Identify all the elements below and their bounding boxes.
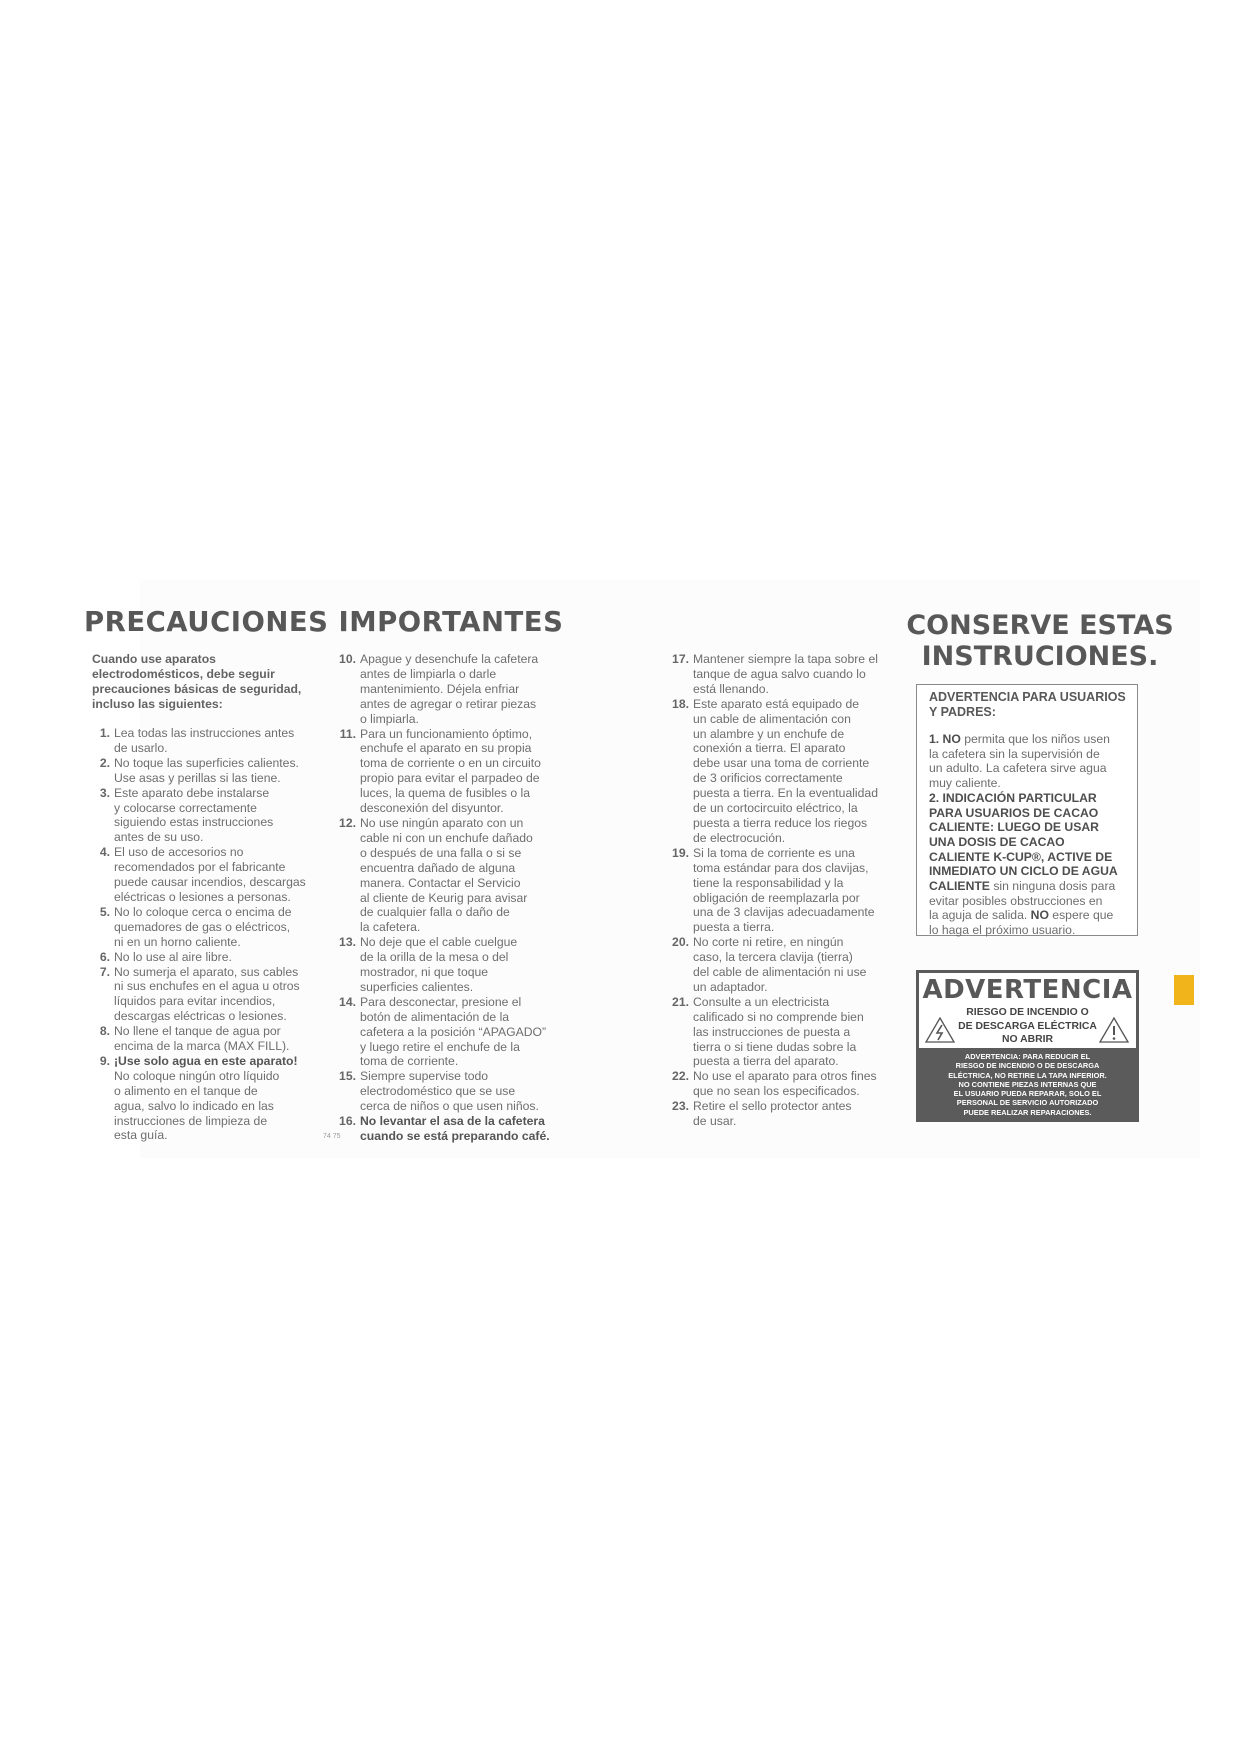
item-line: puesta a tierra. En la eventualidad — [693, 786, 878, 801]
item-line: tanque de agua salvo cuando lo — [693, 666, 866, 681]
item-line: tierra o si tiene dudas sobre la — [693, 1039, 857, 1054]
item-line: caso, la tercera clavija (tierra) — [693, 950, 853, 965]
precaution-item — [338, 1069, 588, 1114]
item-line: toma de corriente. — [360, 1054, 459, 1069]
item-line: de un cortocircuito eléctrico, la — [693, 801, 858, 816]
item-line: un adaptador. — [693, 979, 768, 994]
warning-line: la cafetera sin la supervisión de — [929, 746, 1100, 761]
precautions-column-2 — [338, 652, 588, 1144]
warning-line: CALIENTE: LUEGO DE USAR — [929, 820, 1099, 835]
item-line: puesta a tierra reduce los riegos — [693, 815, 868, 830]
precaution-item — [671, 697, 911, 846]
item-line: No lo coloque cerca o encima de — [114, 904, 292, 919]
precaution-item — [92, 905, 332, 950]
shock-text-line: RIESGO DE INCENDIO O DE DESCARGA — [955, 1061, 1100, 1071]
intro-line: electrodomésticos, debe seguir — [92, 666, 275, 681]
precaution-item — [671, 1099, 911, 1129]
item-line: encima de la marca (MAX FILL). — [114, 1039, 290, 1054]
precaution-item — [338, 1114, 588, 1144]
item-line: Use asas y perillas si las tiene. — [114, 770, 281, 785]
warning-box-header — [929, 690, 1137, 720]
save-title-line: INSTRUCIONES. — [921, 641, 1159, 672]
warning-line: 2. INDICACIÓN PARTICULAR — [929, 790, 1097, 805]
warning-emphasis: 1. NO — [929, 732, 961, 746]
item-line: al cliente de Keurig para avisar — [360, 890, 528, 905]
warning-line — [929, 879, 1137, 894]
shock-text-line: ADVERTENCIA: PARA REDUCIR EL — [964, 1052, 1091, 1061]
item-number: 12. — [339, 815, 356, 830]
item-number: 16. — [339, 1114, 356, 1129]
page-numbers: 74 75 — [323, 1133, 341, 1140]
shock-text-line: NO CONTIENE PIEZAS INTERNAS QUE — [958, 1079, 1097, 1089]
warning-line: evitar posibles obstrucciones en — [929, 893, 1103, 908]
item-line: cafetera a la posición “APAGADO” — [360, 1024, 547, 1039]
warning-line: CALIENTE K-CUP®, ACTIVE DE — [929, 849, 1113, 864]
item-line: o limpiarla. — [360, 711, 419, 726]
item-line: conexión a tierra. El aparato — [693, 741, 846, 756]
shock-warning-title: ADVERTENCIA — [922, 975, 1133, 1005]
precaution-item — [671, 995, 911, 1070]
page-title: PRECAUCIONES IMPORTANTES — [84, 606, 564, 638]
item-line: cable ni con un enchufe dañado — [360, 830, 533, 845]
precaution-item — [92, 845, 332, 905]
shock-text-line: PUEDE REALIZAR REPARACIONES. — [963, 1107, 1092, 1117]
item-line: de usar. — [693, 1114, 737, 1129]
item-line: debe usar una toma de corriente — [693, 756, 870, 771]
shock-warning-text — [916, 1052, 1139, 1117]
save-title-line: CONSERVE ESTAS — [906, 610, 1174, 641]
shock-text-line: PERSONAL DE SERVICIO AUTORIZADO — [956, 1098, 1099, 1108]
item-line: Para desconectar, presione el — [360, 994, 522, 1009]
item-line: está llenando. — [693, 681, 769, 696]
warning-line — [929, 732, 1137, 747]
warning-text: sin ninguna dosis para — [989, 879, 1116, 894]
precaution-item — [92, 786, 332, 846]
warning-text: espere que — [1048, 908, 1114, 923]
item-number: 1. — [99, 726, 110, 740]
item-line: No sumerja el aparato, sus cables — [114, 964, 299, 979]
item-line: El uso de accesorios no — [114, 845, 244, 860]
item-line: de 3 orificios correctamente — [693, 771, 843, 786]
item-line: un cable de alimentación con — [693, 711, 851, 726]
warning-emphasis: CALIENTE — [929, 879, 990, 894]
item-number: 3. — [99, 785, 110, 800]
item-line: esta guía. — [114, 1128, 168, 1143]
item-line: antes de agregar o retirar piezas — [360, 696, 537, 711]
item-line: o alimento en el tanque de — [114, 1083, 258, 1098]
precaution-item — [92, 726, 332, 756]
shock-sub-line: RIESGO DE INCENDIO O — [966, 1007, 1089, 1018]
item-line: puesta a tierra del aparato. — [693, 1054, 839, 1069]
precaution-item — [338, 995, 588, 1070]
shock-sub-line: DE DESCARGA ELÉCTRICA — [958, 1020, 1097, 1032]
item-line: Retire el sello protector antes — [693, 1099, 852, 1114]
item-line: ni en un horno caliente. — [114, 934, 241, 949]
precaution-item — [671, 652, 911, 697]
warning-box-body — [929, 732, 1137, 938]
item-line: una de 3 clavijas adecuadamente — [693, 905, 875, 920]
item-line: Este aparato está equipado de — [693, 696, 860, 711]
item-line: superficies calientes. — [360, 979, 474, 994]
save-instructions-title — [900, 610, 1180, 672]
precaution-item — [92, 950, 332, 965]
item-number: 9. — [99, 1053, 110, 1068]
intro-line: Cuando use aparatos — [92, 652, 216, 666]
precaution-item — [338, 816, 588, 935]
item-number: 5. — [99, 904, 110, 919]
warning-line: UNA DOSIS DE CACAO — [929, 834, 1065, 849]
warning-line: INMEDIATO UN CICLO DE AGUA — [929, 864, 1118, 879]
warning-emphasis: NO — [1030, 908, 1049, 923]
item-line: antes de limpiarla o darle — [360, 666, 497, 681]
item-line: siguiendo estas instrucciones — [114, 815, 274, 830]
item-line: instrucciones de limpieza de — [114, 1113, 268, 1128]
item-line: líquidos para evitar incendios, — [114, 994, 276, 1009]
shock-text-line: EL USUARIO PUEDA REPARAR, SOLO EL — [953, 1089, 1102, 1099]
item-number: 2. — [99, 755, 110, 770]
electric-shock-warning-panel — [916, 970, 1139, 1122]
item-line: descargas eléctricas o lesiones. — [114, 1009, 287, 1024]
item-number: 18. — [672, 696, 689, 711]
item-number: 6. — [99, 949, 110, 964]
precautions-column-3 — [671, 652, 911, 1129]
precaution-item — [92, 1069, 332, 1144]
item-number: 7. — [99, 964, 110, 979]
intro-paragraph — [92, 652, 324, 712]
item-line: No use el aparato para otros fines — [693, 1069, 877, 1084]
precaution-item — [338, 935, 588, 995]
item-line: las instrucciones de puesta a — [693, 1024, 851, 1039]
item-line: Siempre supervise todo — [360, 1069, 489, 1084]
intro-line: incluso las siguientes: — [92, 696, 223, 711]
item-line: No levantar el asa de la cafetera — [360, 1114, 545, 1129]
item-line: la cafetera. — [360, 920, 421, 935]
warning-header-line: Y PADRES: — [929, 705, 996, 719]
item-line: No corte ni retire, en ningún — [693, 935, 844, 950]
item-line: eléctricas o lesiones a personas. — [114, 889, 291, 904]
shock-text-line: ELÉCTRICA, NO RETIRE LA TAPA INFERIOR. — [948, 1070, 1107, 1080]
item-line: calificado si no comprende bien — [693, 1009, 864, 1024]
item-line: enchufe el aparato en su propia — [360, 741, 532, 756]
precaution-item — [338, 652, 588, 727]
section-tab-marker — [1174, 975, 1194, 1005]
item-line: y colocarse correctamente — [114, 800, 257, 815]
item-line: manera. Contactar el Servicio — [360, 875, 521, 890]
item-line: botón de alimentación de la — [360, 1009, 510, 1024]
item-line: Mantener siempre la tapa sobre el — [693, 652, 878, 666]
item-line: de cualquier falla o daño de — [360, 905, 510, 920]
item-line: Para un funcionamiento óptimo, — [360, 726, 533, 741]
warning-line: muy caliente. — [929, 776, 1001, 791]
shock-sub-line: NO ABRIR — [1002, 1034, 1053, 1045]
item-line: No llene el tanque de agua por — [114, 1024, 281, 1039]
item-line: desconexión del disyuntor. — [360, 801, 504, 816]
item-line: y luego retire el enchufe de la — [360, 1039, 520, 1054]
precaution-item — [338, 727, 588, 816]
item-line: Este aparato debe instalarse — [114, 785, 270, 800]
item-line: encuentra dañado de alguna — [360, 860, 516, 875]
item-line: Apague y desenchufe la cafetera — [360, 652, 539, 666]
warning-header-line: ADVERTENCIA PARA USUARIOS — [929, 690, 1126, 704]
warning-line: PARA USUARIOS DE CACAO — [929, 805, 1099, 820]
item-line: agua, salvo lo indicado en las — [114, 1098, 274, 1113]
item-line: No lo use al aire libre. — [114, 949, 232, 964]
item-number: 17. — [672, 652, 689, 666]
item-line: mantenimiento. Déjela enfriar — [360, 681, 520, 696]
precaution-item — [92, 1054, 332, 1069]
item-line: cerca de niños o que usen niños. — [360, 1099, 539, 1114]
precaution-item — [92, 1024, 332, 1054]
precaution-item — [671, 1069, 911, 1099]
lightning-warning-icon — [925, 1017, 955, 1043]
item-number: 20. — [672, 935, 689, 950]
intro-line: precauciones básicas de seguridad, — [92, 681, 302, 696]
item-line: puede causar incendios, descargas — [114, 875, 306, 890]
item-line: No use ningún aparato con un — [360, 815, 524, 830]
item-line: toma de corriente o en un circuito — [360, 756, 541, 771]
item-line: Si la toma de corriente es una — [693, 845, 855, 860]
precautions-column-1 — [92, 726, 332, 1143]
item-line: mostrador, ni que toque — [360, 965, 489, 980]
precaution-item — [671, 935, 911, 995]
warning-text: permita que los niños usen — [960, 732, 1110, 746]
warning-line — [929, 908, 1137, 923]
item-number: 22. — [672, 1069, 689, 1084]
item-line: del cable de alimentación ni use — [693, 965, 867, 980]
item-line: ni sus enchufes en el agua u otros — [114, 979, 300, 994]
item-line: electrodoméstico que se use — [360, 1084, 516, 1099]
item-line: o después de una falla o si se — [360, 845, 522, 860]
item-line: tiene la responsabilidad y la — [693, 875, 844, 890]
item-line: quemadores de gas o eléctricos, — [114, 919, 291, 934]
item-line: obligación de reemplazarla por — [693, 890, 860, 905]
exclamation-warning-icon — [1099, 1017, 1129, 1043]
item-number: 4. — [99, 845, 110, 860]
item-line: un alambre y un enchufe de — [693, 726, 845, 741]
item-number: 8. — [99, 1024, 110, 1039]
warning-line: lo haga el próximo usuario. — [929, 923, 1076, 938]
item-line: toma estándar para dos clavijas, — [693, 860, 869, 875]
item-line: ¡Use solo agua en este aparato! — [114, 1053, 298, 1068]
precaution-item — [92, 756, 332, 786]
item-line: Consulte a un electricista — [693, 994, 830, 1009]
item-number: 19. — [672, 845, 689, 860]
item-number: 21. — [672, 994, 689, 1009]
item-number: 10. — [339, 652, 356, 666]
item-line: No toque las superficies calientes. — [114, 755, 299, 770]
warning-text: la aguja de salida. — [929, 908, 1031, 923]
item-line: recomendados por el fabricante — [114, 860, 286, 875]
item-line: de usarlo. — [114, 740, 168, 755]
item-line: de la orilla de la mesa o del — [360, 950, 509, 965]
item-line: Lea todas las instrucciones antes — [114, 726, 295, 740]
user-parent-warning-box — [916, 684, 1138, 936]
item-line: luces, la quema de fusibles o la — [360, 786, 531, 801]
precaution-item — [92, 965, 332, 1025]
warning-line: un adulto. La cafetera sirve agua — [929, 761, 1107, 776]
item-number: 13. — [339, 935, 356, 950]
item-line: de electrocución. — [693, 830, 786, 845]
item-line: No deje que el cable cuelgue — [360, 935, 518, 950]
item-number: 23. — [672, 1099, 689, 1114]
item-line: puesta a tierra. — [693, 920, 775, 935]
item-line: cuando se está preparando café. — [360, 1129, 550, 1143]
item-number: 14. — [339, 994, 356, 1009]
item-number: 15. — [339, 1069, 356, 1084]
item-line: No coloque ningún otro líquido — [114, 1068, 280, 1083]
shock-warning-header — [919, 973, 1136, 1048]
item-number: 11. — [339, 726, 356, 741]
item-line: que no sean los especificados. — [693, 1084, 860, 1099]
item-line: antes de su uso. — [114, 830, 204, 845]
precaution-item — [671, 846, 911, 935]
item-line: propio para evitar el parpadeo de — [360, 771, 540, 786]
